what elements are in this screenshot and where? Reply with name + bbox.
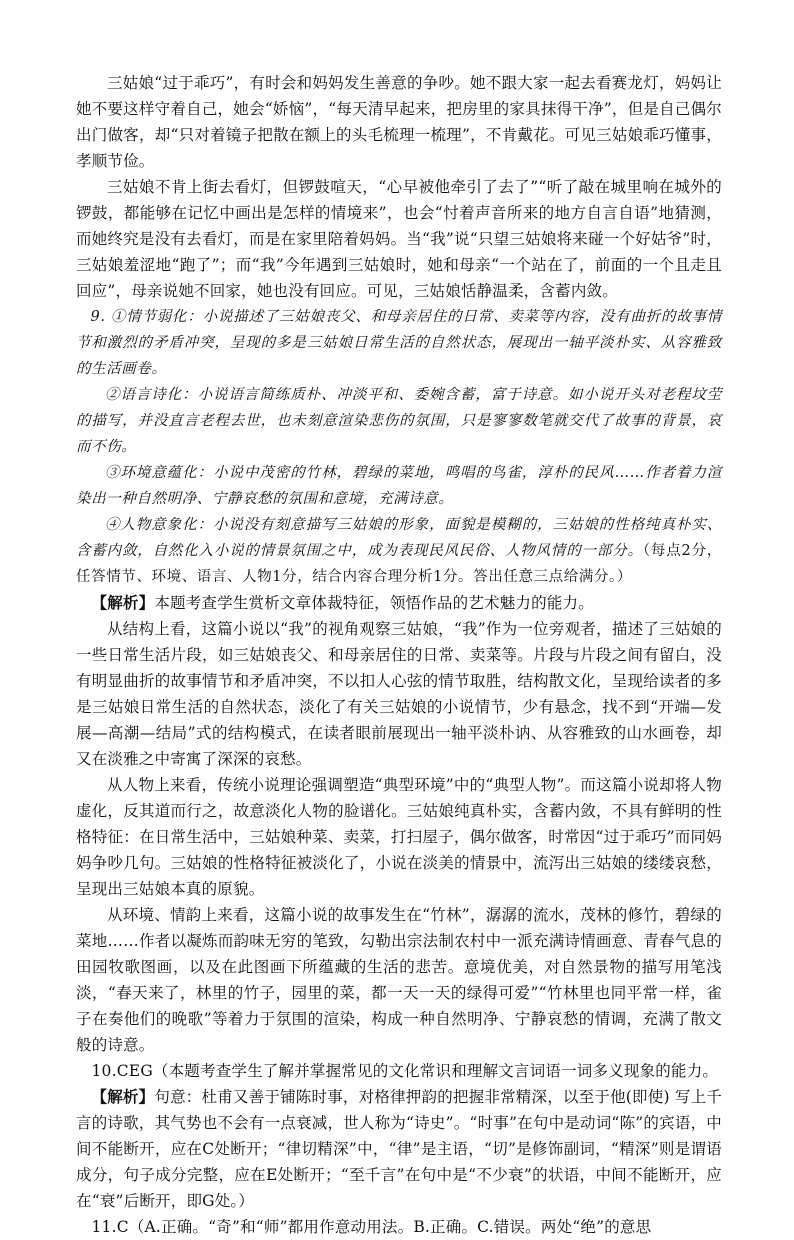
answer-9-character [76, 512, 722, 590]
analysis-9 [76, 590, 722, 616]
analysis-character: 从人物上来看，传统小说理论强调塑造“典型环境”中的“典型人物”。而这篇小说却将人物虚化，反其道而行之，故意淡化人物的脸谱化。三姑娘纯真朴实，含蓄内敛，不具有鲜明的性格特征：在日常生活中，三姑娘种菜、卖菜，打扫屋子，偶尔做客，时常因“过于乖巧”而同妈妈争吵几句。三姑娘的性格特征被淡化了，小说在淡美的情景中，流泻出三姑娘的缕缕哀愁，呈现出三姑娘本真的原貌。 [76, 776, 722, 898]
answer-9-plot: 9. ①情节弱化：小说描述了三姑娘丧父、和母亲居住的日常、卖菜等内容，没有曲折的故事情节和激烈的矛盾冲突，呈现的多是三姑娘日常生活的自然状态，展现出一轴平淡朴实、从容雅致的生活画卷。 [76, 309, 722, 377]
answer-10: 10.CEG（本题考查学生了解并掌握常见的文化常识和理解文言词语一词多义现象的能力。 [91, 1062, 719, 1080]
paragraph-sangu-qiaoqiao: 三姑娘“过于乖巧”，有时会和妈妈发生善意的争吵。她不跟大家一起去看赛龙灯，妈妈让她不要这样守着自己，她会“娇恼”，“每天清早起来，把房里的家具抹得干净”，但是自己偶尔出门做客，却“只对着镜子把散在额上的头毛梳理一梳理”，不肯戴花。可见三姑娘乖巧懂事，孝顺节俭。 [76, 74, 722, 170]
paragraph-sangu-tianjing: 三姑娘不肯上街去看灯，但锣鼓喧天，“心早被他牵引了去了”“听了敲在城里响在城外的锣鼓，都能够在记忆中画出是怎样的情境来”，也会“忖着声音所来的地方自言自语”地猜测，而她终究是没有去看灯，而是在家里陪着妈妈。当“我”说“只望三姑娘将来碰一个好姑爷”时，三姑娘羞涩地“跑了”；而“我”今年遇到三姑娘时，她和母亲“一个站在了，前面的一个且走且回应”，母亲说她不回家，她也没有回应。可见，三姑娘恬静温柔，含蓄内敛。 [76, 178, 722, 300]
analysis-label: 【解析】 [91, 1087, 155, 1106]
answer-9-character-text: ④人物意象化：小说没有刻意描写三姑娘的形象，面貌是模糊的，三姑娘的性格纯真朴实、含蓄内敛，自然化入小说的情景氛围之中，成为表现民风民俗、人物风情的一部分。 [76, 517, 722, 559]
answer-9-scoring: （每点2分，任答情节、环境、语言、人物1分，结合内容合理分析1分。答出任意三点给满分。） [76, 543, 723, 585]
analysis-10-text: 句意：杜甫又善于铺陈时事，对格律押韵的把握非常精深，以至于他(即使) 写上千言的诗歌，其气势也不会有一点衰减，世人称为“诗史”。“时事”在句中是动词“陈”的宾语，中间不能断开，应在C处断开；“律切精深”中，“律”是主语，“切”是修饰副词，“精深”则是谓语成分，句子成分完整，应在E处断开；“至千言”在句中是“不少衰”的状语，中间不能断开，应在“衰”后断开，即G处。） [76, 1088, 722, 1210]
answer-9-language: ②语言诗化：小说语言简练质朴、冲淡平和、委婉含蓄，富于诗意。如小说开头对老程坟茔的描写，并没直言老程去世，也未刻意渲染悲伤的氛围，只是寥寥数笔就交代了故事的背景，哀而不伤。 [76, 387, 722, 455]
analysis-structure: 从结构上看，这篇小说以“我”的视角观察三姑娘，“我”作为一位旁观者，描述了三姑娘的一些日常生活片段，如三姑娘丧父、和母亲居住的日常、卖菜等。片段与片段之间有留白，没有明显曲折的故事情节和矛盾冲突，不以扣人心弦的情节取胜，结构散文化，呈现给读者的多是三姑娘日常生活的自然状态，淡化了有关三姑娘的小说情节，少有悬念，找不到“开端—发展—高潮—结局”式的结构模式，在读者眼前展现出一轴平淡朴讷、从容雅致的山水画卷，却又在淡雅之中寄寓了深深的哀愁。 [76, 620, 722, 768]
analysis-10 [76, 1084, 722, 1214]
analysis-9-text: 本题考查学生赏析文章体裁特征，领悟作品的艺术魅力的能力。 [154, 594, 594, 612]
answer-11: 11.C（A.正确。“奇”和“师”都用作意动用法。B.正确。C.错误。两处“绝”的意思 [91, 1218, 652, 1236]
analysis-environment: 从环境、情韵上来看，这篇小说的故事发生在“竹林”，潺潺的流水，茂林的修竹，碧绿的菜地……作者以凝炼而韵味无穷的笔致，勾勒出宗法制农村中一派充满诗情画意、青春气息的田园牧歌图画，以及在此图画下所蕴藏的生活的悲苦。意境优美，对自然景物的描写用笔浅淡，“春天来了，林里的竹子，园里的菜，都一天一天的绿得可爱”“竹林里也同平常一样，雀子在奏他们的晚歌”等着力于氛围的渲染，构成一种自然明净、宁静哀愁的情调，充满了散文般的诗意。 [76, 906, 722, 1054]
answer-9-environment: ③环境意蕴化：小说中茂密的竹林，碧绿的菜地，鸣唱的鸟雀，淳朴的民风……作者着力渲染出一种自然明净、宁静哀愁的氛围和意境，充满诗意。 [76, 465, 722, 507]
document-page [76, 70, 722, 1240]
analysis-label: 【解析】 [91, 593, 155, 612]
